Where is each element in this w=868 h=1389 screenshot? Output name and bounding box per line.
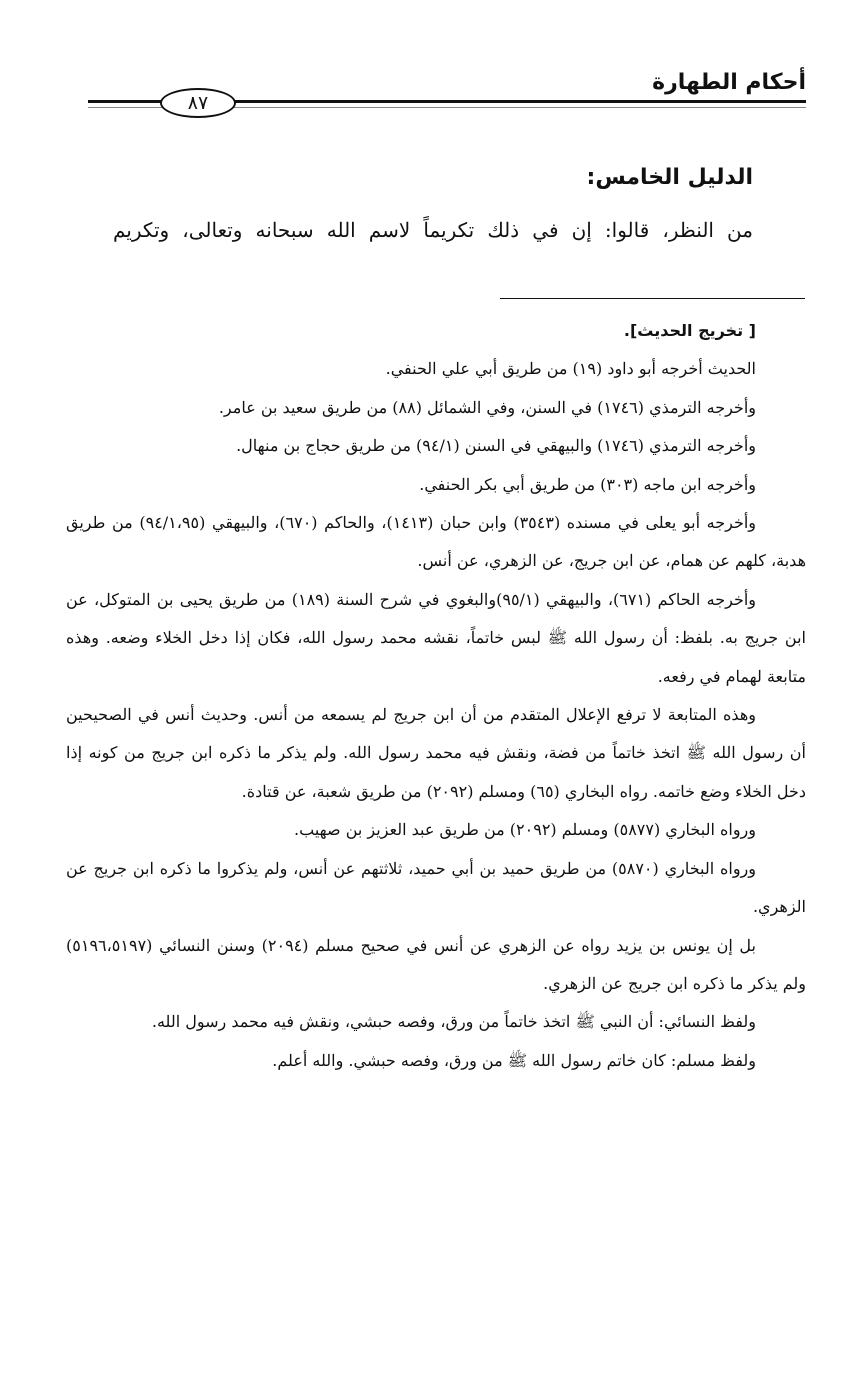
main-text [113,158,753,254]
footnote-paragraph: ولفظ مسلم: كان خاتم رسول الله ﷺ من ورق، وفصه حبشي. والله أعلم. [272,1050,756,1070]
footnote-paragraph: الحديث أخرجه أبو داود (١٩) من طريق أبي علي الحنفي. [385,359,756,379]
footnote-separator [500,298,805,299]
footnote-paragraph: بل إن يونس بن يزيد رواه عن الزهري عن أنس في صحيح مسلم (٢٠٩٤) وسنن النسائي (٥١٩٦،٥١٩٧) ولم يذكر ما ذكره ابن جريج عن الزهري. [66,935,806,993]
footnote-paragraph: ورواه البخاري (٥٨٧٧) ومسلم (٢٠٩٢) من طريق عبد العزيز بن صهيب. [294,820,756,840]
running-title: أحكام الطهارة [652,70,806,95]
intro-paragraph: من النظر، قالوا: إن في ذلك تكريماً لاسم الله سبحانه وتعالى، وتكريم [113,218,753,242]
footnote-heading: [ تخريج الحديث]. [623,321,756,340]
footnote-paragraph: وأخرجه الترمذي (١٧٤٦) والبيهقي في السنن (٩٤/١) من طريق حجاج بن منهال. [236,436,756,456]
footnote-paragraph: وأخرجه الترمذي (١٧٤٦) في السنن، وفي الشمائل (٨٨) من طريق سعيد بن عامر. [218,397,756,417]
section-heading: الدليل الخامس: [586,165,753,190]
footnote-block [66,312,806,1080]
page-number: ٨٧ [160,88,236,118]
footnote-paragraph: ولفظ النسائي: أن النبي ﷺ اتخذ خاتماً من ورق، وفصه حبشي، ونقش فيه محمد رسول الله. [151,1012,756,1032]
footnote-paragraph: وأخرجه ابن ماجه (٣٠٣) من طريق أبي بكر الحنفي. [419,474,756,494]
footnote-paragraph: وأخرجه الحاكم (٦٧١)، والبيهقي (٩٥/١)والبغوي في شرح السنة (١٨٩) من طريق يحيى بن المتوكل، عن ابن جريج به. بلفظ: أن رسول الله ﷺ لبس خاتماً، نقشه محمد رسول الله، فكان إذا دخل الخلاء وضعه. وهذه متابعة لهمام في رفعه. [66,589,807,686]
footnote-paragraph: وأخرجه أبو يعلى في مسنده (٣٥٤٣) وابن حبان (١٤١٣)، والحاكم (٦٧٠)، والبيهقي (٩٤/١،٩٥) من طريق هدبة، كلهم عن همام، عن ابن جريج، عن الزهري، عن أنس. [66,513,806,571]
footnote-paragraph: وهذه المتابعة لا ترفع الإعلال المتقدم من أن ابن جريج لم يسمعه من أنس. وحديث أنس في الصحيحين أن رسول الله ﷺ اتخذ خاتماً من فضة، ونقش فيه محمد رسول الله. ولم يذكر ما ذكره ابن جريج من كونه إذا دخل الخلاء وضع خاتمه. رواه البخاري (٦٥) ومسلم (٢٠٩٢) من طريق شعبة، عن قتادة. [66,705,806,801]
footnote-paragraph: ورواه البخاري (٥٨٧٠) من طريق حميد بن أبي حميد، ثلاثتهم عن أنس، ولم يذكروا ما ذكره ابن جريج عن الزهري. [66,858,806,917]
